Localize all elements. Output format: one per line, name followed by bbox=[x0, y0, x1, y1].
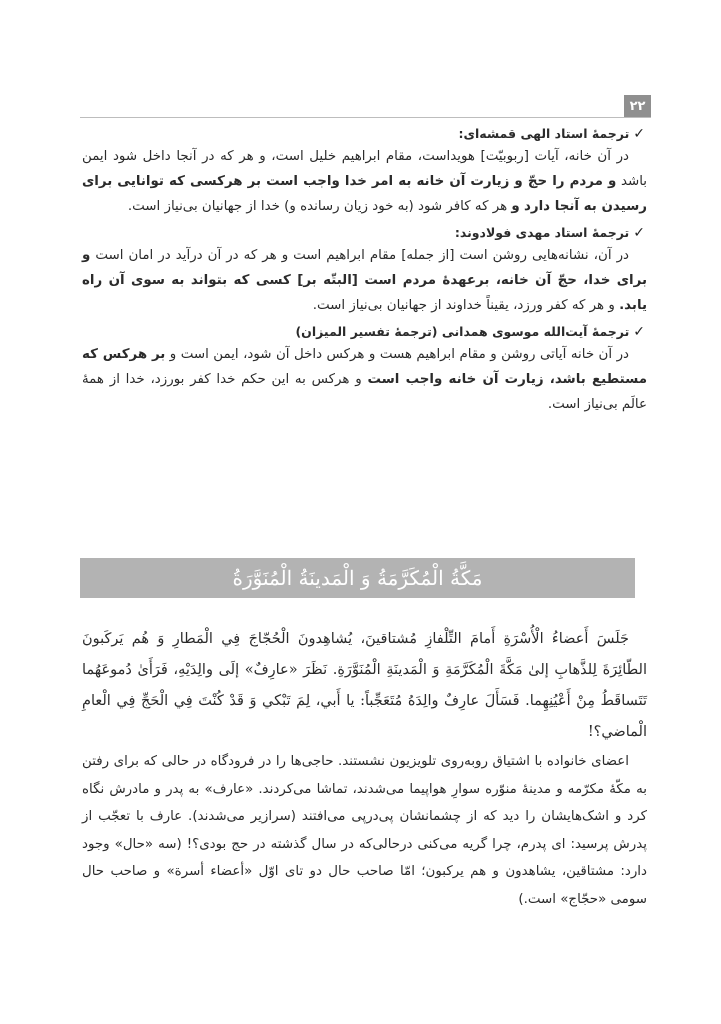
section-title bbox=[82, 123, 647, 144]
page-number: ۲۲ bbox=[624, 95, 651, 117]
lesson-title: مَکَّةُ الْمُکَرَّمَةُ وَ الْمَدینَةُ الْمُنَوَّرَةُ bbox=[232, 566, 483, 590]
header-rule bbox=[80, 117, 651, 118]
translation-paragraph: در آن خانه، آیات [ربوبیّت] هویداست، مقام ابراهیم خلیل است، و هر که در آنجا داخل شود ایمن باشد و مردم را حجّ و زیارت آن خانه به امر خدا واجب است بر هرکسی که توانایی برای رسیدن به آنجا دارد و هر که کافر شود (به خود زیان رسانده و) خدا از جهانیان بی‌نیاز است. bbox=[82, 149, 648, 214]
check-icon: ✓ bbox=[633, 324, 645, 340]
check-icon: ✓ bbox=[633, 225, 645, 241]
section-title bbox=[82, 222, 647, 243]
check-icon: ✓ bbox=[633, 126, 645, 142]
section-title-text: ترجمهٔ استاد الهی قمشه‌ای: bbox=[458, 126, 630, 141]
arabic-paragraph: جَلَسَ أَعضاءُ الْأُسْرَةِ أَمامَ التِّلْفازِ مُشتاقینَ، یُشاهِدونَ الْحُجّاجَ فِي الْمَطارِ وَ هُم یَرکَبونَ الطّائِرَةَ لِلذَّهابِ إلیٰ مَکَّةَ الْمُکَرَّمَةِ وَ الْمَدینَةِ الْمُنَوَّرَةِ. نَظَرَ «عارِفٌ» إلَی والِدَیْهِ، فَرَأَىٰ دُموعَهُما تَتَساقَطُ مِنْ أَعْیُنِهِما. فَسَأَلَ عارِفٌ والِدَهُ مُتَعَجِّباً: یا أَبي، لِمَ تَبْکي وَ قَدْ کُنْتَ فِي الْحَجِّ فِي الْعامِ الْماضي؟! bbox=[82, 631, 647, 740]
section-title-text: ترجمهٔ استاد مهدی فولادوند: bbox=[454, 225, 630, 240]
persian-translation-paragraph: اعضای خانواده با اشتیاق روبه‌روی تلویزیون نشستند. حاجی‌ها را در فرودگاه در حالی که برای رفتن به مکّهٔ مکرّمه و مدینهٔ منوّره سوارِ هواپیما می‌شدند، تماشا می‌کردند. «عارف» به پدر و مادرش نگاه کرد و اشک‌هایشان را دید که از چشمانشان پی‌درپی می‌افتند (سرازیر می‌شدند). عارف با تعجّب از پدرش پرسید: ای پدرم، چرا گریه می‌کنی درحالی‌که در سال گذشته در حج بودی؟! (سه «حال» وجود دارد: مشتاقین، یشاهدون و هم یرکبون؛ امّا صاحب حال دو تای اوّل «أعضاء أسرة» و صاحب حال سومی «حجّاج» است.) bbox=[82, 754, 647, 907]
section-title bbox=[82, 321, 647, 342]
translations-block bbox=[82, 120, 647, 417]
section-title-text: ترجمهٔ آیت‌الله موسوی همدانی (ترجمهٔ تفسیر المیزان) bbox=[295, 324, 630, 339]
translation-paragraph: در آن، نشانه‌هایی روشن است [از جمله] مقام ابراهیم است و هر که در آن درآید در امان است و برای خدا، حجّ آن خانه، برعهدهٔ مردم است [البتّه بر] کسی که بتواند به سوی آن راه یابد. و هر که کفر ورزد، یقیناً خداوند از جهانیان بی‌نیاز است. bbox=[82, 248, 647, 313]
translation-paragraph: در آن خانه آیاتی روشن و مقام ابراهیم هست و هرکس داخل آن شود، ایمن است و بر هرکس که مستطیع باشد، زیارت آن خانه واجب است و هرکس به این حکم خدا کفر بورزد، خدا از همهٔ عالَم بی‌نیاز است. bbox=[82, 347, 647, 412]
lesson-title-banner bbox=[80, 558, 635, 598]
